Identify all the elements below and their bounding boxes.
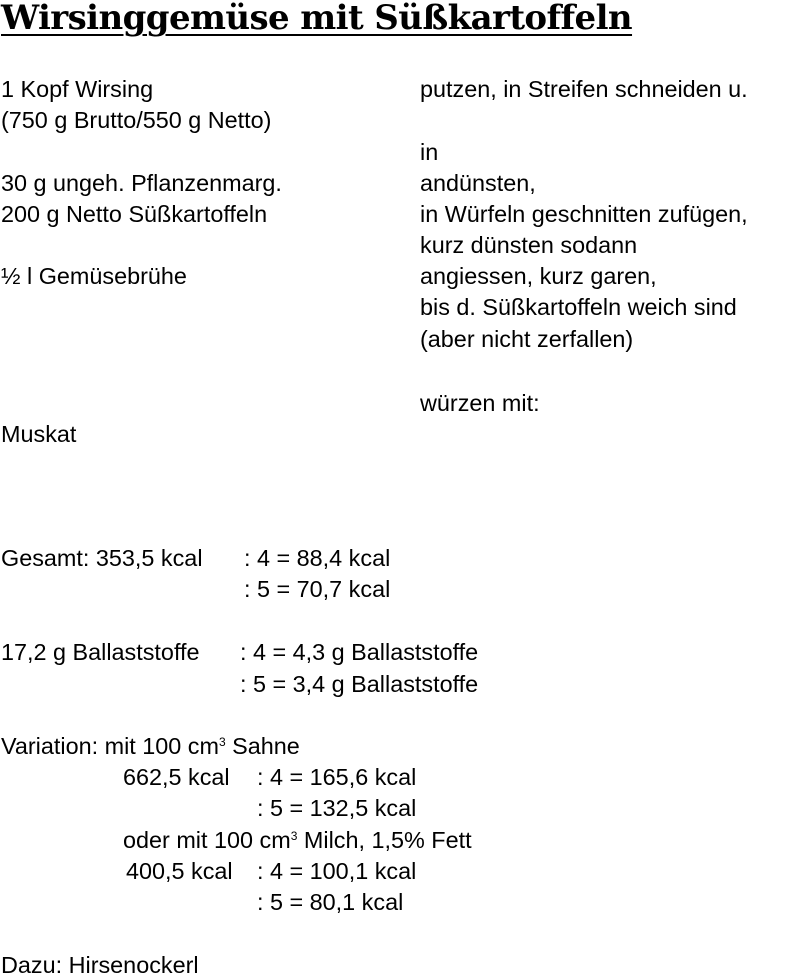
ingredient-wirsing: 1 Kopf Wirsing [1,76,154,102]
variation-sahne-div5: : 5 = 132,5 kcal [257,795,417,821]
side-dish: Dazu: Hirsenockerl [1,952,199,978]
step-angiessen: angiessen, kurz garen, [420,263,657,289]
nutrition-fiber-div5: : 5 = 3,4 g Ballaststoffe [240,671,479,697]
nutrition-total-div4: : 4 = 88,4 kcal [244,545,391,571]
variation-label-after: Sahne [225,733,300,759]
step-wuerfeln: in Würfeln geschnitten zufügen, [420,201,748,227]
step-in: in [420,139,439,165]
variation-milch-div4: : 4 = 100,1 kcal [257,858,417,884]
ingredient-wirsing-weight: (750 g Brutto/550 g Netto) [1,107,272,133]
step-putzen: putzen, in Streifen schneiden u. [420,76,748,102]
superscript-3: 3 [218,735,226,749]
variation-milch-div5: : 5 = 80,1 kcal [257,889,404,915]
variation-milch [123,826,472,854]
superscript-3: 3 [290,829,298,843]
nutrition-total-div5: : 5 = 70,7 kcal [244,576,391,602]
nutrition-total: Gesamt: 353,5 kcal [1,545,203,571]
variation-sahne-div4: : 4 = 165,6 kcal [257,764,417,790]
ingredient-bruehe: ½ l Gemüsebrühe [1,263,187,289]
step-anduensten: andünsten, [420,170,536,196]
variation-milch-after: Milch, 1,5% Fett [297,827,472,853]
step-duensten: kurz dünsten sodann [420,232,638,258]
ingredient-margarine: 30 g ungeh. Pflanzenmarg. [1,170,282,196]
variation-label: Variation: mit 100 cm [1,733,219,759]
step-nicht-zerfallen: (aber nicht zerfallen) [420,326,634,352]
step-wuerzen: würzen mit: [420,390,540,416]
variation-sahne [1,732,300,760]
variation-sahne-kcal: 662,5 kcal [123,764,230,790]
recipe-title: Wirsinggemüse mit Süßkartoffeln [1,0,633,38]
ingredient-suesskartoffeln: 200 g Netto Süßkartoffeln [1,201,268,227]
ingredient-muskat: Muskat [1,421,77,447]
nutrition-fiber-div4: : 4 = 4,3 g Ballaststoffe [240,639,479,665]
step-weich: bis d. Süßkartoffeln weich sind [420,294,737,320]
variation-milch-label: oder mit 100 cm [123,827,291,853]
nutrition-fiber: 17,2 g Ballaststoffe [1,639,200,665]
variation-milch-kcal: 400,5 kcal [126,858,233,884]
